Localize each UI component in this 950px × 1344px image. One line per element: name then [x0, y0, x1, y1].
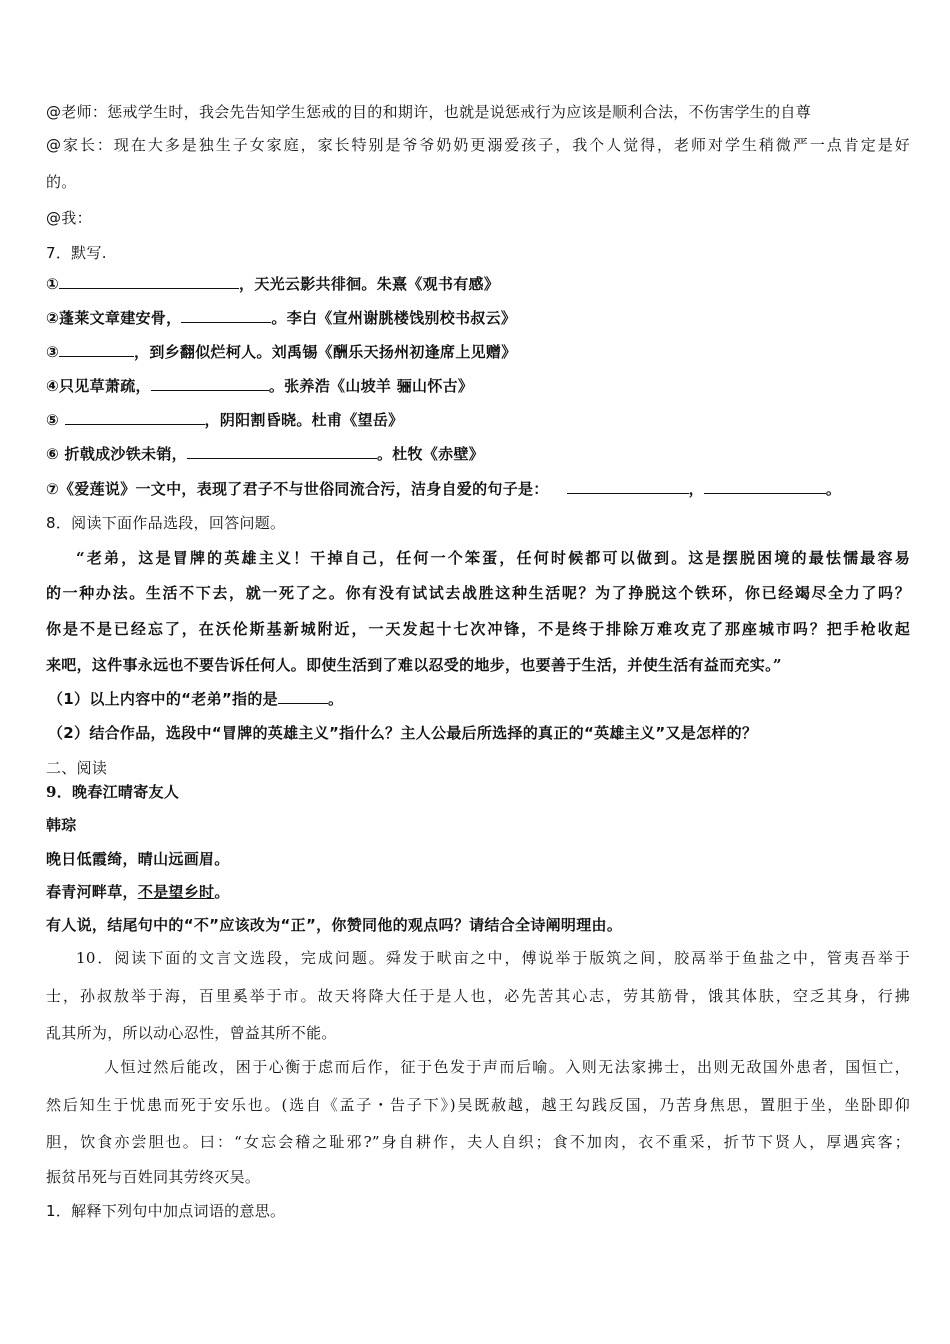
- q8-title: 8．阅读下面作品选段，回答问题。: [46, 514, 286, 532]
- q8-passage-line1: “老弟，这是冒牌的英雄主义！干掉自己，任何一个笨蛋，任何时候都可以做到。这是摆脱困境的最怯懦最容易: [76, 549, 910, 567]
- q7-item3-blank[interactable]: [59, 342, 134, 357]
- q7-item2: [46, 308, 910, 328]
- q7-item7-blank2[interactable]: [704, 479, 826, 494]
- q9-question: 有人说，结尾句中的“不”应该改为“正”，你赞同他的观点吗？请结合全诗阐明理由。: [46, 916, 623, 934]
- q7-item4-text: ④只见草萧疏，: [46, 377, 151, 395]
- q7-item4: [46, 376, 910, 396]
- q7-title: 7．默写.: [46, 244, 107, 262]
- parent-comment-line2: 的。: [46, 173, 77, 191]
- q7-item7-blank1[interactable]: [567, 479, 689, 494]
- q7-item2-text: ②蓬莱文章建安骨，: [46, 309, 182, 327]
- q10-p2-line2: 然后知生于忧患而死于安乐也。(选自《孟子・告子下》)吴既赦越，越王勾践反国，乃苦身焦思，置胆于坐，坐卧即仰: [46, 1096, 910, 1114]
- q7-item5-text: ，阴阳割昏晓。杜甫《望岳》: [204, 411, 404, 429]
- teacher-comment: @老师：惩戒学生时，我会先告知学生惩戒的目的和期许，也就是说惩戒行为应该是顺利合法，不伤害学生的自尊: [46, 103, 812, 121]
- q7-item5-mark: ⑤: [46, 411, 65, 429]
- q7-item3: [46, 342, 910, 362]
- q10-sub1: 1．解释下列句中加点词语的意思。: [46, 1202, 286, 1220]
- q7-item7-text: ⑦《爱莲说》一文中，表现了君子不与世俗同流合污，洁身自爱的句子是：: [46, 480, 549, 498]
- q7-item5-blank[interactable]: [65, 410, 205, 425]
- q8-passage-line4: 来吧，这件事永远也不要告诉任何人。即使生活到了难以忍受的地步，也要善于生活，并使生活有益而充实。”: [46, 656, 782, 674]
- q7-item7-end: 。: [825, 480, 842, 498]
- q9-poem-line2: [46, 882, 910, 902]
- q7-item3-mark: ③: [46, 343, 60, 361]
- q7-item3-text: ，到乡翻似烂柯人。刘禹锡《酬乐天扬州初逢席上见赠》: [134, 343, 517, 361]
- parent-comment-line1: @家长：现在大多是独生子女家庭，家长特别是爷爷奶奶更溺爱孩子，我个人觉得，老师对学生稍微严一点肯定是好: [46, 136, 910, 154]
- q8-sub1-blank[interactable]: [278, 689, 328, 704]
- q8-sub1: [48, 689, 910, 709]
- q8-passage-line3: 你是不是已经忘了，在沃伦斯基新城附近，一天发起十七次冲锋，不是终于排除万难攻克了那座城市吗？把手枪收起: [46, 620, 910, 638]
- q7-item1-mark: ①: [46, 275, 60, 293]
- q10-line1: 10．阅读下面的文言文选段，完成问题。舜发于畎亩之中，傅说举于版筑之间，胶鬲举于鱼盐之中，管夷吾举于: [76, 949, 910, 967]
- q7-item4-tail: 。张养浩《山坡羊 骊山怀古》: [268, 377, 474, 395]
- q8-sub2: （2）结合作品，选段中“冒牌的英雄主义”指什么？主人公最后所选择的真正的“英雄主义”又是怎样的？: [48, 724, 758, 742]
- q7-item6-tail: 。杜牧《赤壁》: [376, 445, 485, 463]
- q7-item6-text: ⑥ 折戟成沙铁未销，: [46, 445, 187, 463]
- q7-item6-blank[interactable]: [187, 444, 377, 459]
- q10-line2: 士，孙叔敖举于海，百里奚举于市。故天将降大任于是人也，必先苦其心志，劳其筋骨，饿其体肤，空乏其身，行拂: [46, 987, 910, 1005]
- q9-poem-title: 9．晚春江晴寄友人: [46, 783, 180, 801]
- q10-line3: 乱其所为，所以动心忍性，曾益其所不能。: [46, 1024, 337, 1042]
- q7-item4-blank[interactable]: [151, 376, 269, 391]
- section2-heading: 二、阅读: [46, 759, 108, 777]
- q10-p2-line4: 振贫吊死与百姓同其劳终灭吴。: [46, 1168, 261, 1186]
- q10-p2-line3: 胆，饮食亦尝胆也。曰：“女忘会稽之耻邪?”身自耕作，夫人自织；食不加肉，衣不重采，折节下贤人，厚遇宾客；: [46, 1133, 910, 1151]
- q8-passage-line2: 的一种办法。生活不下去，就一死了之。你有没有试试去战胜这种生活呢？为了挣脱这个铁环，你已经竭尽全力了吗？: [46, 584, 910, 602]
- q7-item1-blank[interactable]: [59, 274, 239, 289]
- q7-item7-mid: ，: [688, 480, 704, 498]
- q8-sub1-end: 。: [327, 690, 344, 708]
- q10-p2-line1: 人恒过然后能改，困于心衡于虑而后作，征于色发于声而后喻。入则无法家拂士，出则无敌国外患者，国恒亡，: [104, 1058, 910, 1076]
- q9-poem-author: 韩琮: [46, 816, 77, 834]
- q7-item6: [46, 444, 910, 464]
- q9-poem-line2-a: 春青河畔草，: [46, 883, 138, 901]
- my-comment-label: @我：: [46, 209, 92, 227]
- q7-item1-text: ，天光云影共徘徊。朱熹《观书有感》: [239, 275, 500, 293]
- q7-item1: [46, 274, 910, 294]
- q7-item2-tail: 。李白《宣州谢朓楼饯别校书叔云》: [271, 309, 517, 327]
- q7-item2-blank[interactable]: [181, 308, 271, 323]
- q8-sub1-text: （1）以上内容中的“老弟”指的是: [48, 690, 278, 708]
- q7-item7: [46, 479, 910, 499]
- q7-item5: [46, 410, 910, 430]
- q9-poem-line1: 晚日低霞绮，晴山远画眉。: [46, 850, 230, 868]
- q9-poem-line2-c: 。: [214, 883, 230, 901]
- q9-poem-line2-underlined: 不是望乡时: [137, 883, 215, 901]
